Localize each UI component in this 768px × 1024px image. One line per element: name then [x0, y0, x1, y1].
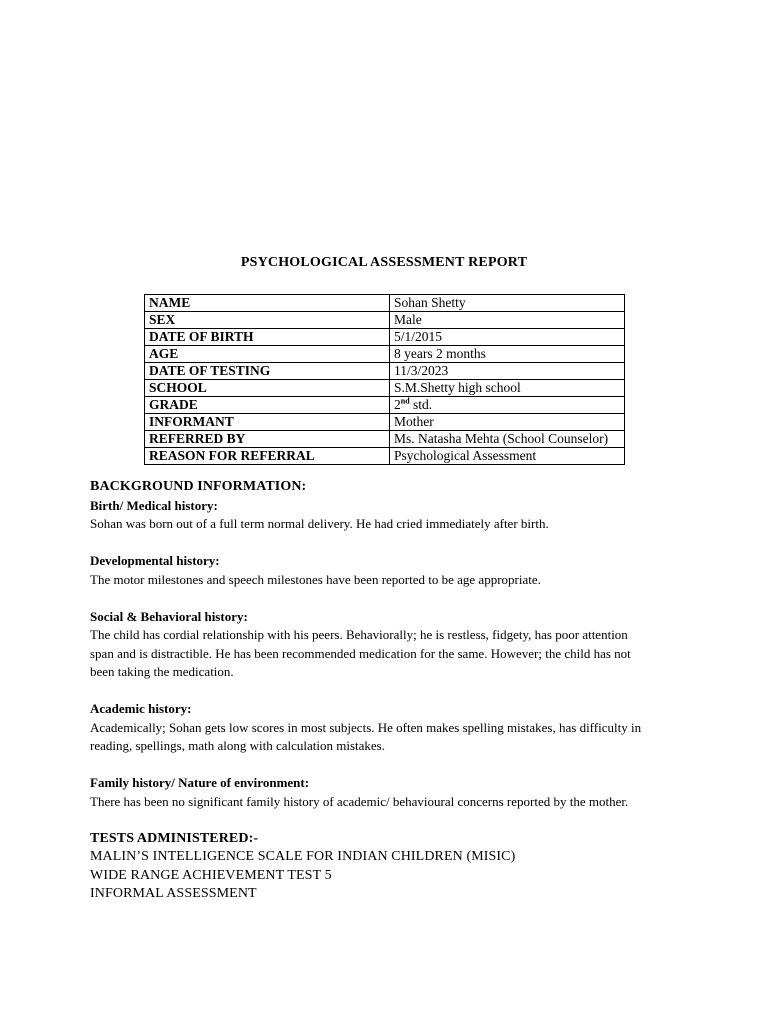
row-label: GRADE [145, 397, 390, 414]
row-label: SCHOOL [145, 380, 390, 397]
test-item: INFORMAL ASSESSMENT [90, 886, 257, 901]
social-history-line: been taking the medication. [90, 664, 234, 679]
patient-info-table [144, 294, 625, 465]
table-row [145, 346, 625, 363]
row-value: Sohan Shetty [390, 295, 625, 312]
row-label: DATE OF TESTING [145, 363, 390, 380]
row-value: Male [390, 312, 625, 329]
row-value: 5/1/2015 [390, 329, 625, 346]
social-history-line: span and is distractible. He has been recommended medication for the same. However; the child has not [90, 645, 631, 661]
grade-unit: std. [409, 397, 433, 412]
birth-history-text: Sohan was born out of a full term normal delivery. He had cried immediately after birth. [90, 516, 549, 531]
developmental-history-heading: Developmental history: [90, 553, 220, 568]
row-label: REASON FOR REFERRAL [145, 448, 390, 465]
row-value: Psychological Assessment [390, 448, 625, 465]
grade-ordinal-suffix: nd [400, 396, 410, 406]
test-item: MALIN’S INTELLIGENCE SCALE FOR INDIAN CHILDREN (MISIC) [90, 849, 516, 864]
tests-heading: TESTS ADMINISTERED:- [90, 830, 259, 846]
table-row [145, 448, 625, 465]
social-history-heading: Social & Behavioral history: [90, 608, 248, 624]
test-item: WIDE RANGE ACHIEVEMENT TEST 5 [90, 867, 332, 883]
table-row [145, 431, 625, 448]
table-row [145, 397, 625, 414]
developmental-history-text: The motor milestones and speech milestones have been reported to be age appropriate. [90, 571, 541, 587]
row-label: DATE OF BIRTH [145, 329, 390, 346]
table-row [145, 363, 625, 380]
table-row [145, 312, 625, 329]
report-body [90, 478, 690, 904]
row-value: 8 years 2 months [390, 346, 625, 363]
row-value: 11/3/2023 [390, 363, 625, 380]
row-value: S.M.Shetty high school [390, 380, 625, 397]
social-history-line: The child has cordial relationship with his peers. Behaviorally; he is restless, fidgety, has poor attention [90, 627, 628, 642]
table-row [145, 414, 625, 431]
report-title: PSYCHOLOGICAL ASSESSMENT REPORT [240, 255, 528, 270]
row-value: Ms. Natasha Mehta (School Counselor) [390, 431, 625, 448]
row-value-grade [390, 397, 625, 414]
academic-history-line: reading, spellings, math along with calculation mistakes. [90, 738, 385, 753]
row-label: REFERRED BY [145, 431, 390, 448]
academic-history-line: Academically; Sohan gets low scores in most subjects. He often makes spelling mistakes, has difficulty in [90, 719, 642, 735]
birth-history-heading: Birth/ Medical history: [90, 497, 218, 513]
row-label: AGE [145, 346, 390, 363]
row-value: Mother [390, 414, 625, 431]
row-label: INFORMANT [145, 414, 390, 431]
table-row [145, 380, 625, 397]
row-label: SEX [145, 312, 390, 329]
academic-history-heading: Academic history: [90, 701, 192, 716]
family-history-text: There has been no significant family history of academic/ behavioural concerns reported by the mother. [90, 793, 629, 809]
row-label: NAME [145, 295, 390, 312]
table-row [145, 329, 625, 346]
grade-number: 2 [394, 397, 401, 412]
table-row [145, 295, 625, 312]
background-heading: BACKGROUND INFORMATION: [90, 479, 307, 494]
family-history-heading: Family history/ Nature of environment: [90, 775, 310, 790]
